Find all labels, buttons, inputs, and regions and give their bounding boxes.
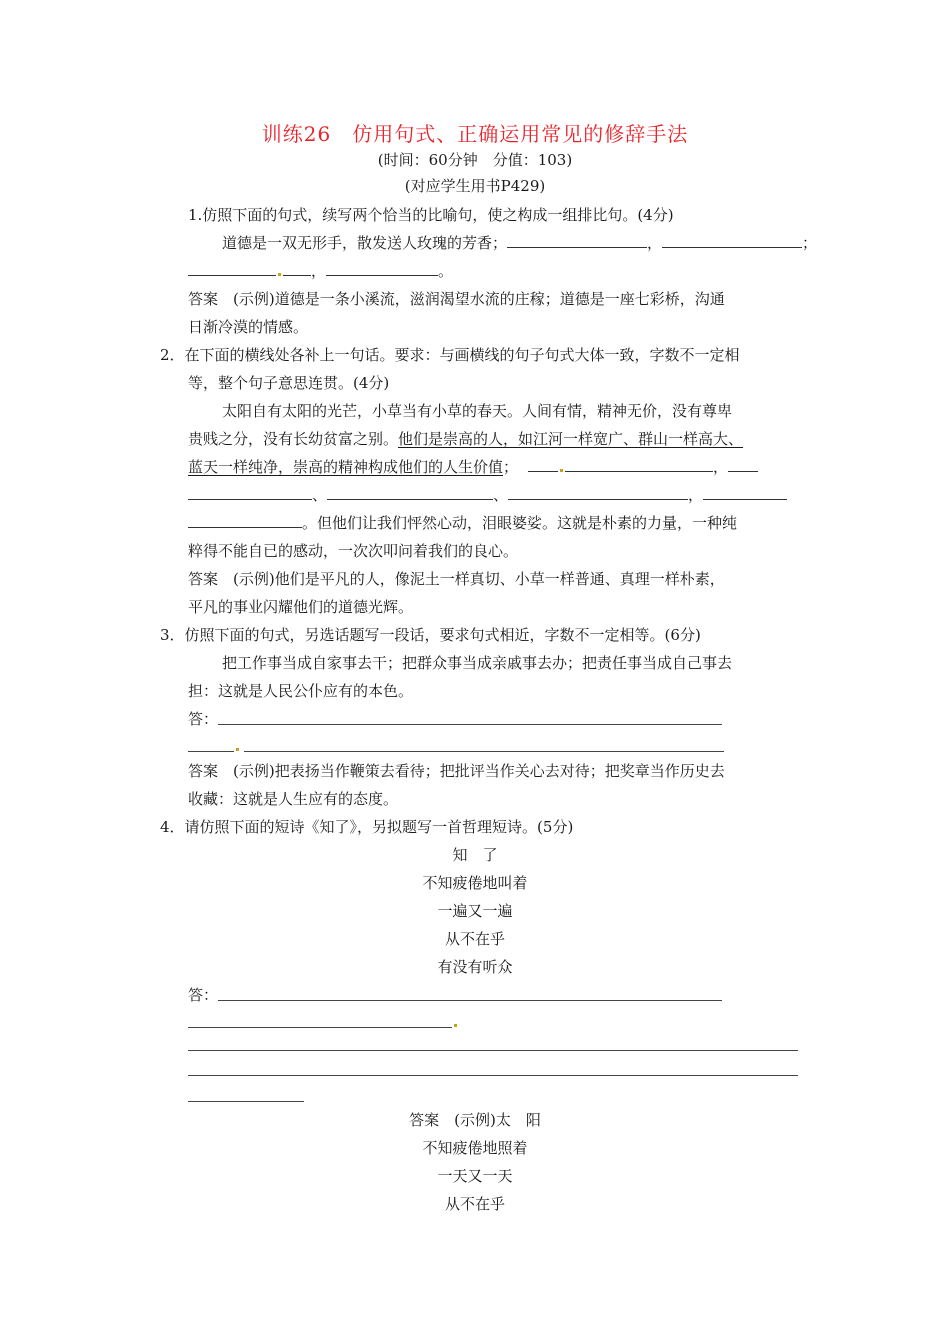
q2-blank-5b[interactable] bbox=[188, 513, 302, 528]
q1-text-line2 bbox=[188, 261, 453, 281]
answer-poem-title: 答案 (示例)太 阳 bbox=[409, 1111, 541, 1129]
q2-comma-2: ， bbox=[688, 486, 704, 504]
q1-text bbox=[222, 233, 817, 253]
q3-answer-line-1[interactable] bbox=[218, 724, 722, 725]
q3-answer-line-2b[interactable] bbox=[244, 751, 724, 752]
time-score-info: (时间：60分钟 分值：103) bbox=[377, 151, 573, 169]
q4-mark bbox=[452, 1012, 459, 1032]
q4-answer-line-5[interactable] bbox=[188, 1101, 304, 1102]
poem-line: 从不在乎 bbox=[444, 930, 505, 948]
q1-answer-line2: 日渐冷漠的情感。 bbox=[188, 318, 309, 336]
mark-dot bbox=[560, 469, 563, 472]
q1-end: 。 bbox=[438, 262, 454, 280]
q1-sep-3: ， bbox=[311, 262, 327, 280]
poem-line: 有没有听众 bbox=[437, 958, 513, 976]
q2-comma: ， bbox=[713, 458, 729, 476]
q1-blank-2[interactable] bbox=[662, 233, 802, 248]
q2-blank-5a[interactable] bbox=[703, 485, 787, 500]
q2-blank-3[interactable] bbox=[327, 485, 493, 500]
q4-answer-line-1[interactable] bbox=[218, 1000, 722, 1001]
q4-answer-line-2[interactable] bbox=[188, 1027, 452, 1028]
q3-answer-line1: 答案 (示例)把表扬当作鞭策去看待；把批评当作关心去对待；把奖章当作历史去 bbox=[188, 762, 725, 780]
q1-sep-1: ， bbox=[647, 234, 663, 252]
mark-dot bbox=[454, 1024, 457, 1027]
q2-answer-line2: 平凡的事业闪耀他们的道德光辉。 bbox=[188, 598, 414, 616]
q2-passage-line3 bbox=[188, 457, 758, 477]
q2-answer-line1: 答案 (示例)他们是平凡的人，像泥土一样真切、小草一样普通、真理一样朴素， bbox=[188, 570, 725, 588]
q4-answer-line-4[interactable] bbox=[188, 1075, 798, 1076]
q1-blank-3b[interactable] bbox=[283, 261, 311, 276]
q2-passage-line2 bbox=[188, 429, 743, 449]
q2-blank-2b[interactable] bbox=[188, 485, 312, 500]
q4-answer-label: 答： bbox=[188, 986, 219, 1004]
source-reference: (对应学生用书P429) bbox=[404, 177, 546, 195]
q2-blank-4[interactable] bbox=[508, 485, 688, 500]
q1-blank-4[interactable] bbox=[326, 261, 438, 276]
page-title: 训练26 仿用句式、正确运用常见的修辞手法 bbox=[261, 122, 689, 146]
q1-blank-1[interactable] bbox=[507, 233, 647, 248]
q2-blank-1b[interactable] bbox=[565, 457, 713, 472]
q1-sep-2: ； bbox=[802, 234, 818, 252]
poem-title: 知 了 bbox=[452, 846, 498, 864]
q2-blank-1a[interactable] bbox=[528, 457, 558, 472]
q3-mark bbox=[234, 736, 241, 756]
q2-underlined-sentence-cont: 蓝天一样纯净，崇高的精神构成他们的人生价值 bbox=[188, 458, 504, 476]
q3-passage-line1: 把工作事当成自家事去干；把群众事当成亲戚事去办；把责任事当成自己事去 bbox=[222, 654, 733, 672]
q3-answer-line-2a[interactable] bbox=[188, 751, 234, 752]
q2-passage-line5 bbox=[188, 513, 737, 533]
poem-line: 一遍又一遍 bbox=[437, 902, 513, 920]
q1-answer-line1: 答案 (示例)道德是一条小溪流，滋润渴望水流的庄稼；道德是一座七彩桥，沟通 bbox=[188, 290, 725, 308]
q3-stem: 3．仿照下面的句式，另选话题写一段话，要求句式相近，字数不一定相等。(6分) bbox=[160, 626, 701, 644]
q2-passage-line4 bbox=[188, 485, 787, 505]
q2-underlined-sentence: 他们是崇高的人，如江河一样宽广、群山一样高大、 bbox=[398, 430, 744, 448]
poem-line: 不知疲倦地叫着 bbox=[422, 874, 528, 892]
q3-answer-line2: 收藏：这就是人生应有的态度。 bbox=[188, 790, 399, 808]
q1-given-sentence: 道德是一双无形手，散发送人玫瑰的芳香； bbox=[222, 234, 508, 252]
q2-blank-2a[interactable] bbox=[728, 457, 758, 472]
q2-stem-line2: 等，整个句子意思连贯。(4分) bbox=[188, 374, 390, 392]
q2-passage-text: 贵贱之分，没有长幼贫富之别。 bbox=[188, 430, 399, 448]
q2-semicolon: ； bbox=[503, 458, 519, 476]
q2-stem-line1: 2．在下面的横线处各补上一句话。要求：与画横线的句子句式大体一致，字数不一定相 bbox=[160, 346, 740, 364]
mark-dot bbox=[278, 273, 281, 276]
answer-poem-line: 一天又一天 bbox=[437, 1167, 513, 1185]
q4-stem: 4．请仿照下面的短诗《知了》，另拟题写一首哲理短诗。(5分) bbox=[160, 818, 574, 836]
q2-dun-2: 、 bbox=[493, 486, 509, 504]
q1-stem: 1.仿照下面的句式，续写两个恰当的比喻句，使之构成一组排比句。(4分) bbox=[188, 206, 674, 224]
q1-blank-3a[interactable] bbox=[188, 261, 276, 276]
q2-passage-line6: 粹得不能自已的感动，一次次叩问着我们的良心。 bbox=[188, 542, 519, 560]
q2-passage-line1: 太阳自有太阳的光芒，小草当有小草的春天。人间有情，精神无价，没有尊卑 bbox=[222, 402, 733, 420]
q4-answer-line-3[interactable] bbox=[188, 1050, 798, 1051]
q2-passage-text-2: 。但他们让我们怦然心动，泪眼婆娑。这就是朴素的力量，一种纯 bbox=[302, 514, 738, 532]
q3-answer-label: 答： bbox=[188, 710, 219, 728]
answer-poem-line: 从不在乎 bbox=[444, 1195, 505, 1213]
mark-dot bbox=[236, 748, 239, 751]
q2-dun-1: 、 bbox=[312, 486, 328, 504]
answer-poem-line: 不知疲倦地照着 bbox=[422, 1139, 528, 1157]
q3-passage-line2: 担：这就是人民公仆应有的本色。 bbox=[188, 682, 414, 700]
